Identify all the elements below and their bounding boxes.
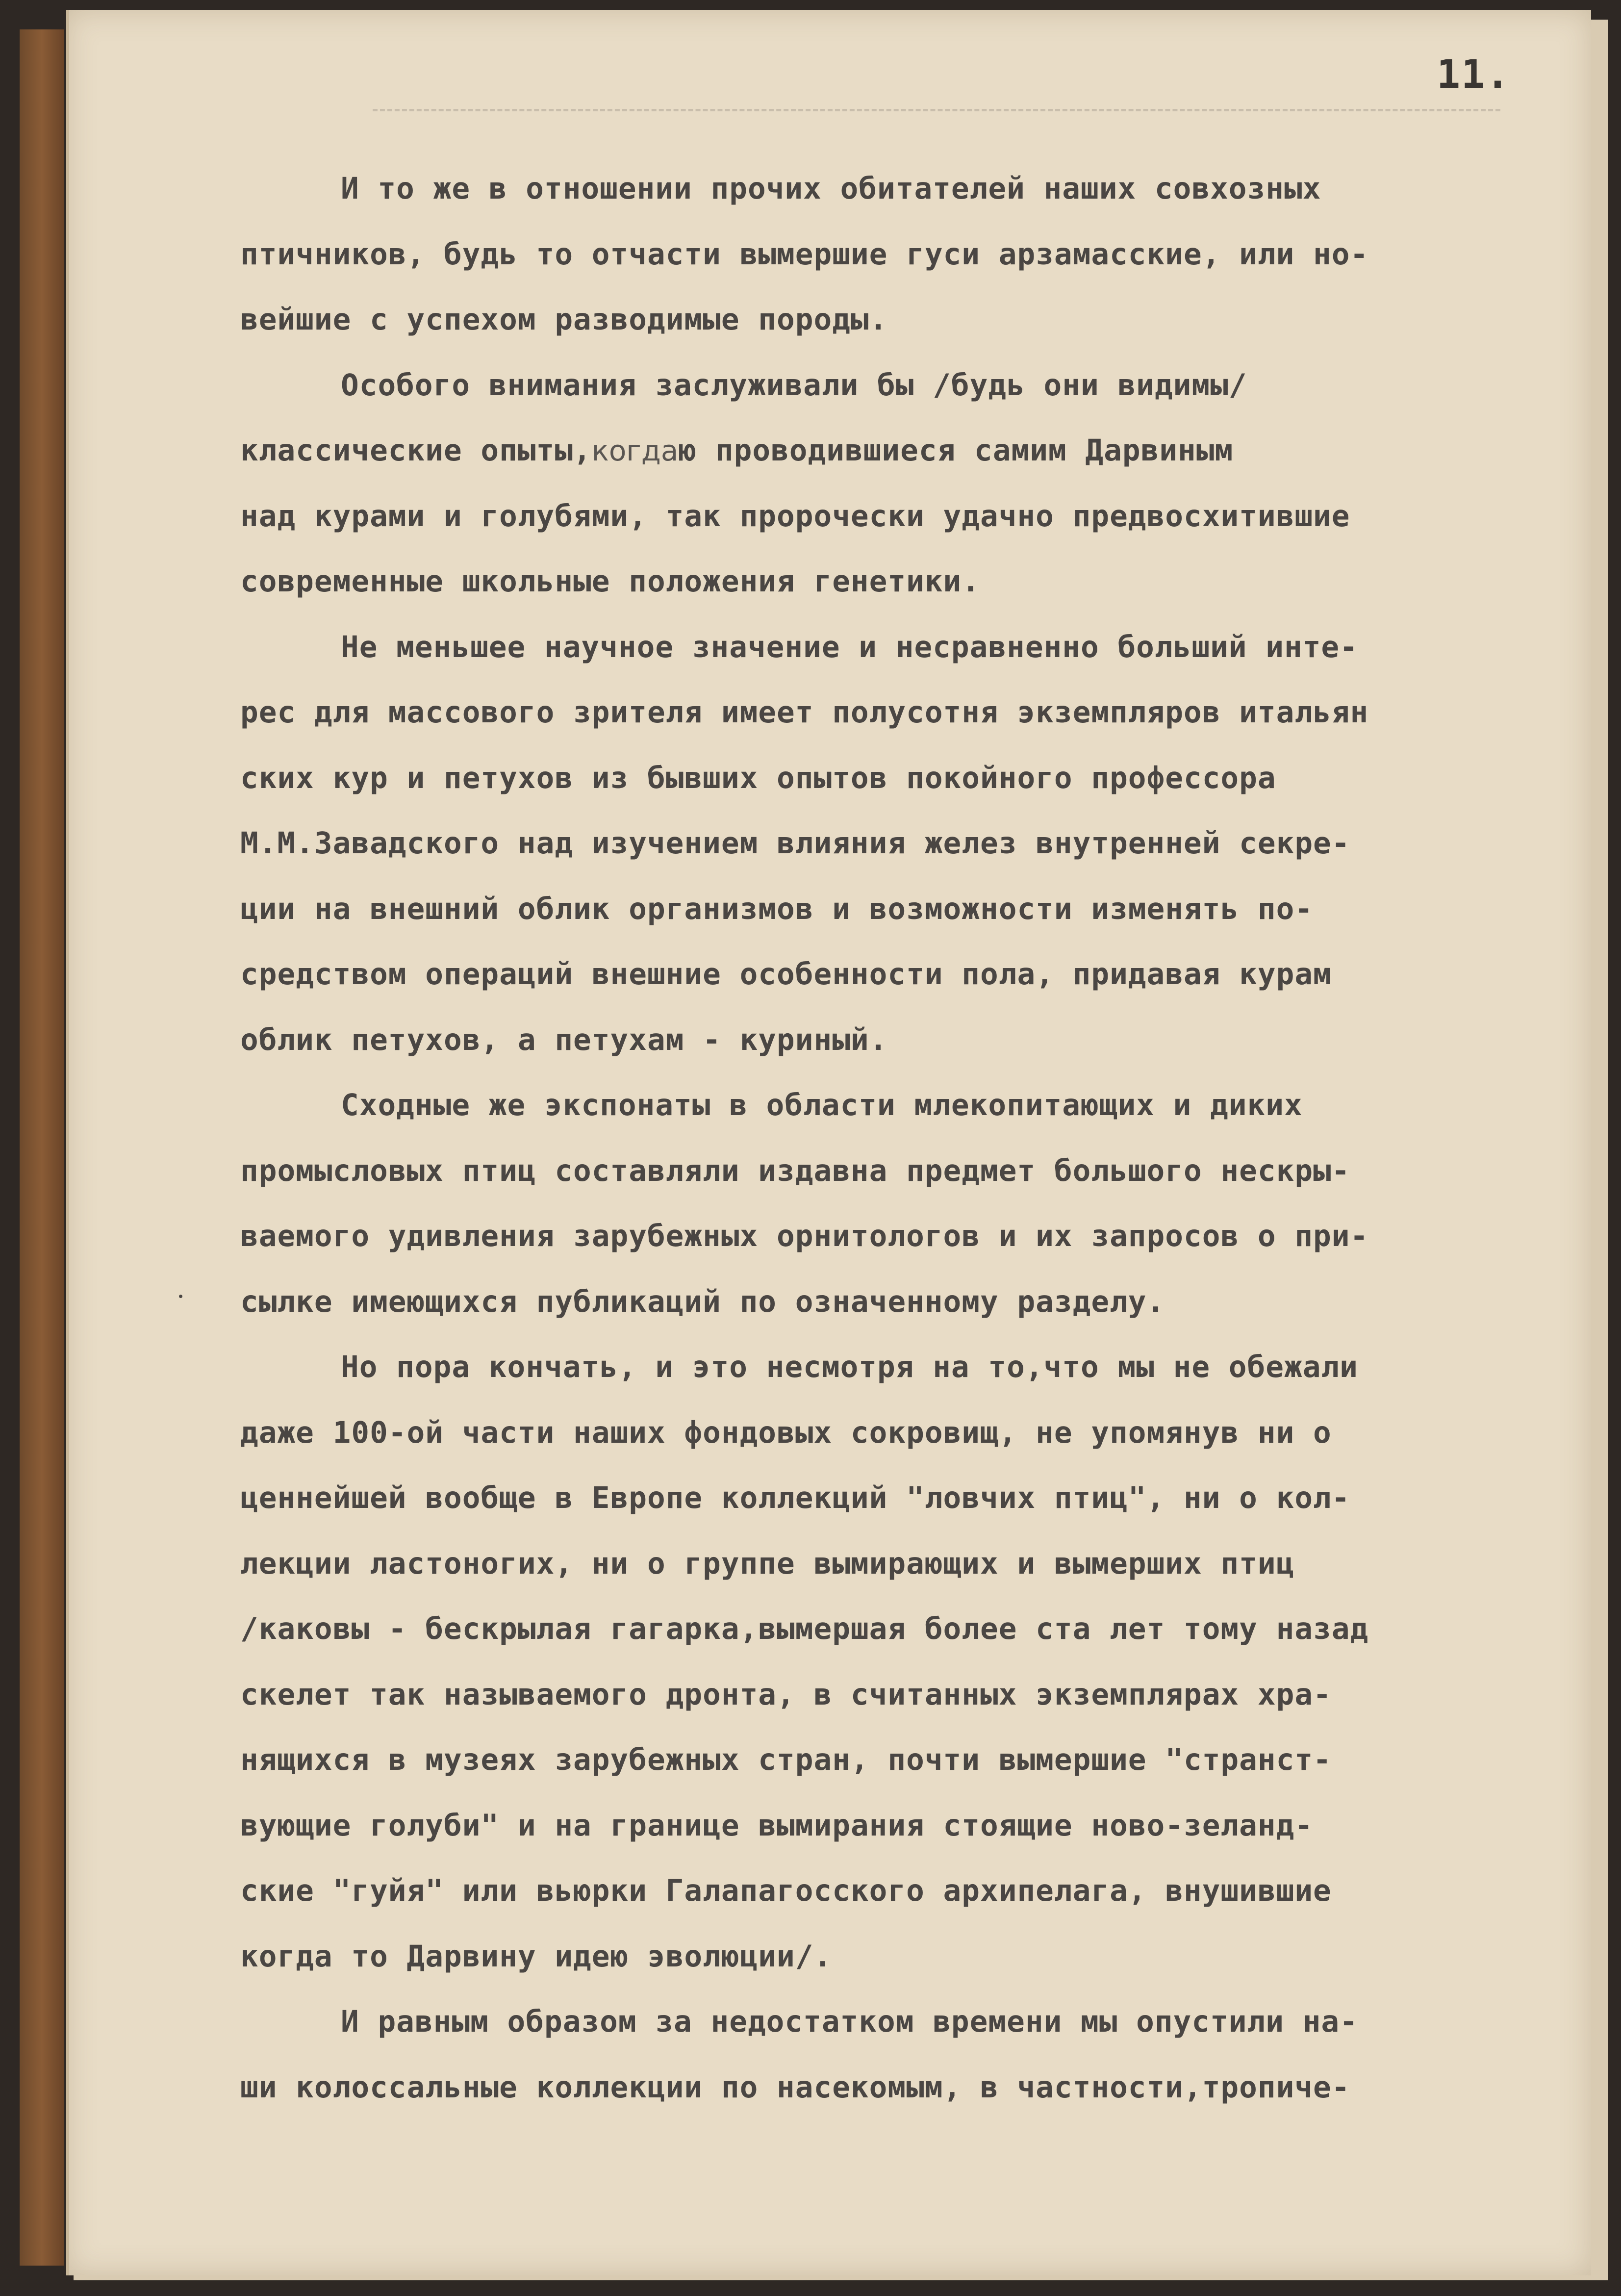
text-line: скелет так называемого дронта, в считанных экземплярах хра- — [240, 1677, 1332, 1712]
text-line: сылке имеющихся публикаций по означенному разделу. — [240, 1284, 1165, 1319]
text-line: ции на внешний облик организмов и возможности изменять по- — [240, 891, 1314, 926]
handwritten-insertion: когда — [591, 434, 679, 467]
text-line: когда то Дарвину идею эволюции/. — [240, 1939, 833, 1974]
text-line: промысловых птиц составляли издавна предмет большого нескры- — [240, 1153, 1350, 1188]
page-left-edge — [66, 10, 69, 2275]
text-line: облик петухов, а петухам - куриный. — [240, 1022, 888, 1057]
text-line: ценнейшей вообще в Европе коллекций "ловчих птиц", ни о кол- — [240, 1480, 1350, 1515]
text-line: вейшие с успехом разводимые породы. — [240, 302, 888, 337]
text-line: вующие голуби" и на границе вымирания стоящие ново-зеланд- — [240, 1808, 1314, 1843]
text-line: даже 100-ой части наших фондовых сокровищ, не упомянув ни о — [240, 1415, 1332, 1450]
folder-binding-strip — [20, 29, 64, 2266]
page-number: 11. — [1437, 51, 1511, 97]
text-line: ских кур и петухов из бывших опытов покойного профессора — [240, 760, 1276, 795]
text-line: ваемого удивления зарубежных орнитологов и их запросов о при- — [240, 1219, 1369, 1253]
text-line: /каковы - бескрылая гагарка,вымершая более ста лет тому назад — [240, 1611, 1369, 1646]
ink-speck — [179, 1295, 182, 1298]
text-line-with-handwritten-correction — [240, 418, 1574, 484]
text-line: М.М.Завадского над изучением влияния желез внутренней секре- — [240, 826, 1350, 861]
text-line: Особого внимания заслуживали бы /будь они видимы/ — [341, 367, 1247, 403]
text-line: современные школьные положения генетики. — [240, 564, 981, 599]
typewritten-body — [240, 156, 1574, 2120]
text-line: Не меньшее научное значение и несравненно больший инте- — [341, 629, 1358, 664]
text-line: птичников, будь то отчасти вымершие гуси арзамасские, или но- — [240, 236, 1369, 272]
typed-segment: классические опыты, — [240, 433, 592, 468]
text-line: над курами и голубями, так пророчески удачно предвосхитившие — [240, 498, 1350, 534]
faint-carbon-line — [373, 109, 1500, 111]
text-line: Сходные же экспонаты в области млекопитающих и диких — [341, 1088, 1303, 1122]
text-line: И равным образом за недостатком времени мы опустили на- — [341, 2004, 1358, 2039]
typed-segment: ю проводившиеся самим Дарвиным — [678, 433, 1234, 468]
text-line: Но пора кончать, и это несмотря на то,что мы не обежали — [341, 1350, 1358, 1384]
text-line: И то же в отношении прочих обитателей наших совхозных — [341, 171, 1321, 206]
text-line: лекции ластоногих, ни о группе вымирающих и вымерших птиц — [240, 1546, 1295, 1581]
text-line: ские "гуйя" или вьюрки Галапагосского архипелага, внушившие — [240, 1873, 1332, 1908]
text-line: ши колоссальные коллекции по насекомым, в частности,тропиче- — [240, 2069, 1350, 2105]
text-line: рес для массового зрителя имеет полусотня экземпляров итальян — [240, 695, 1369, 730]
text-line: нящихся в музеях зарубежных стран, почти вымершие "странст- — [240, 1742, 1332, 1777]
text-line: средством операций внешние особенности пола, придавая курам — [240, 957, 1332, 992]
